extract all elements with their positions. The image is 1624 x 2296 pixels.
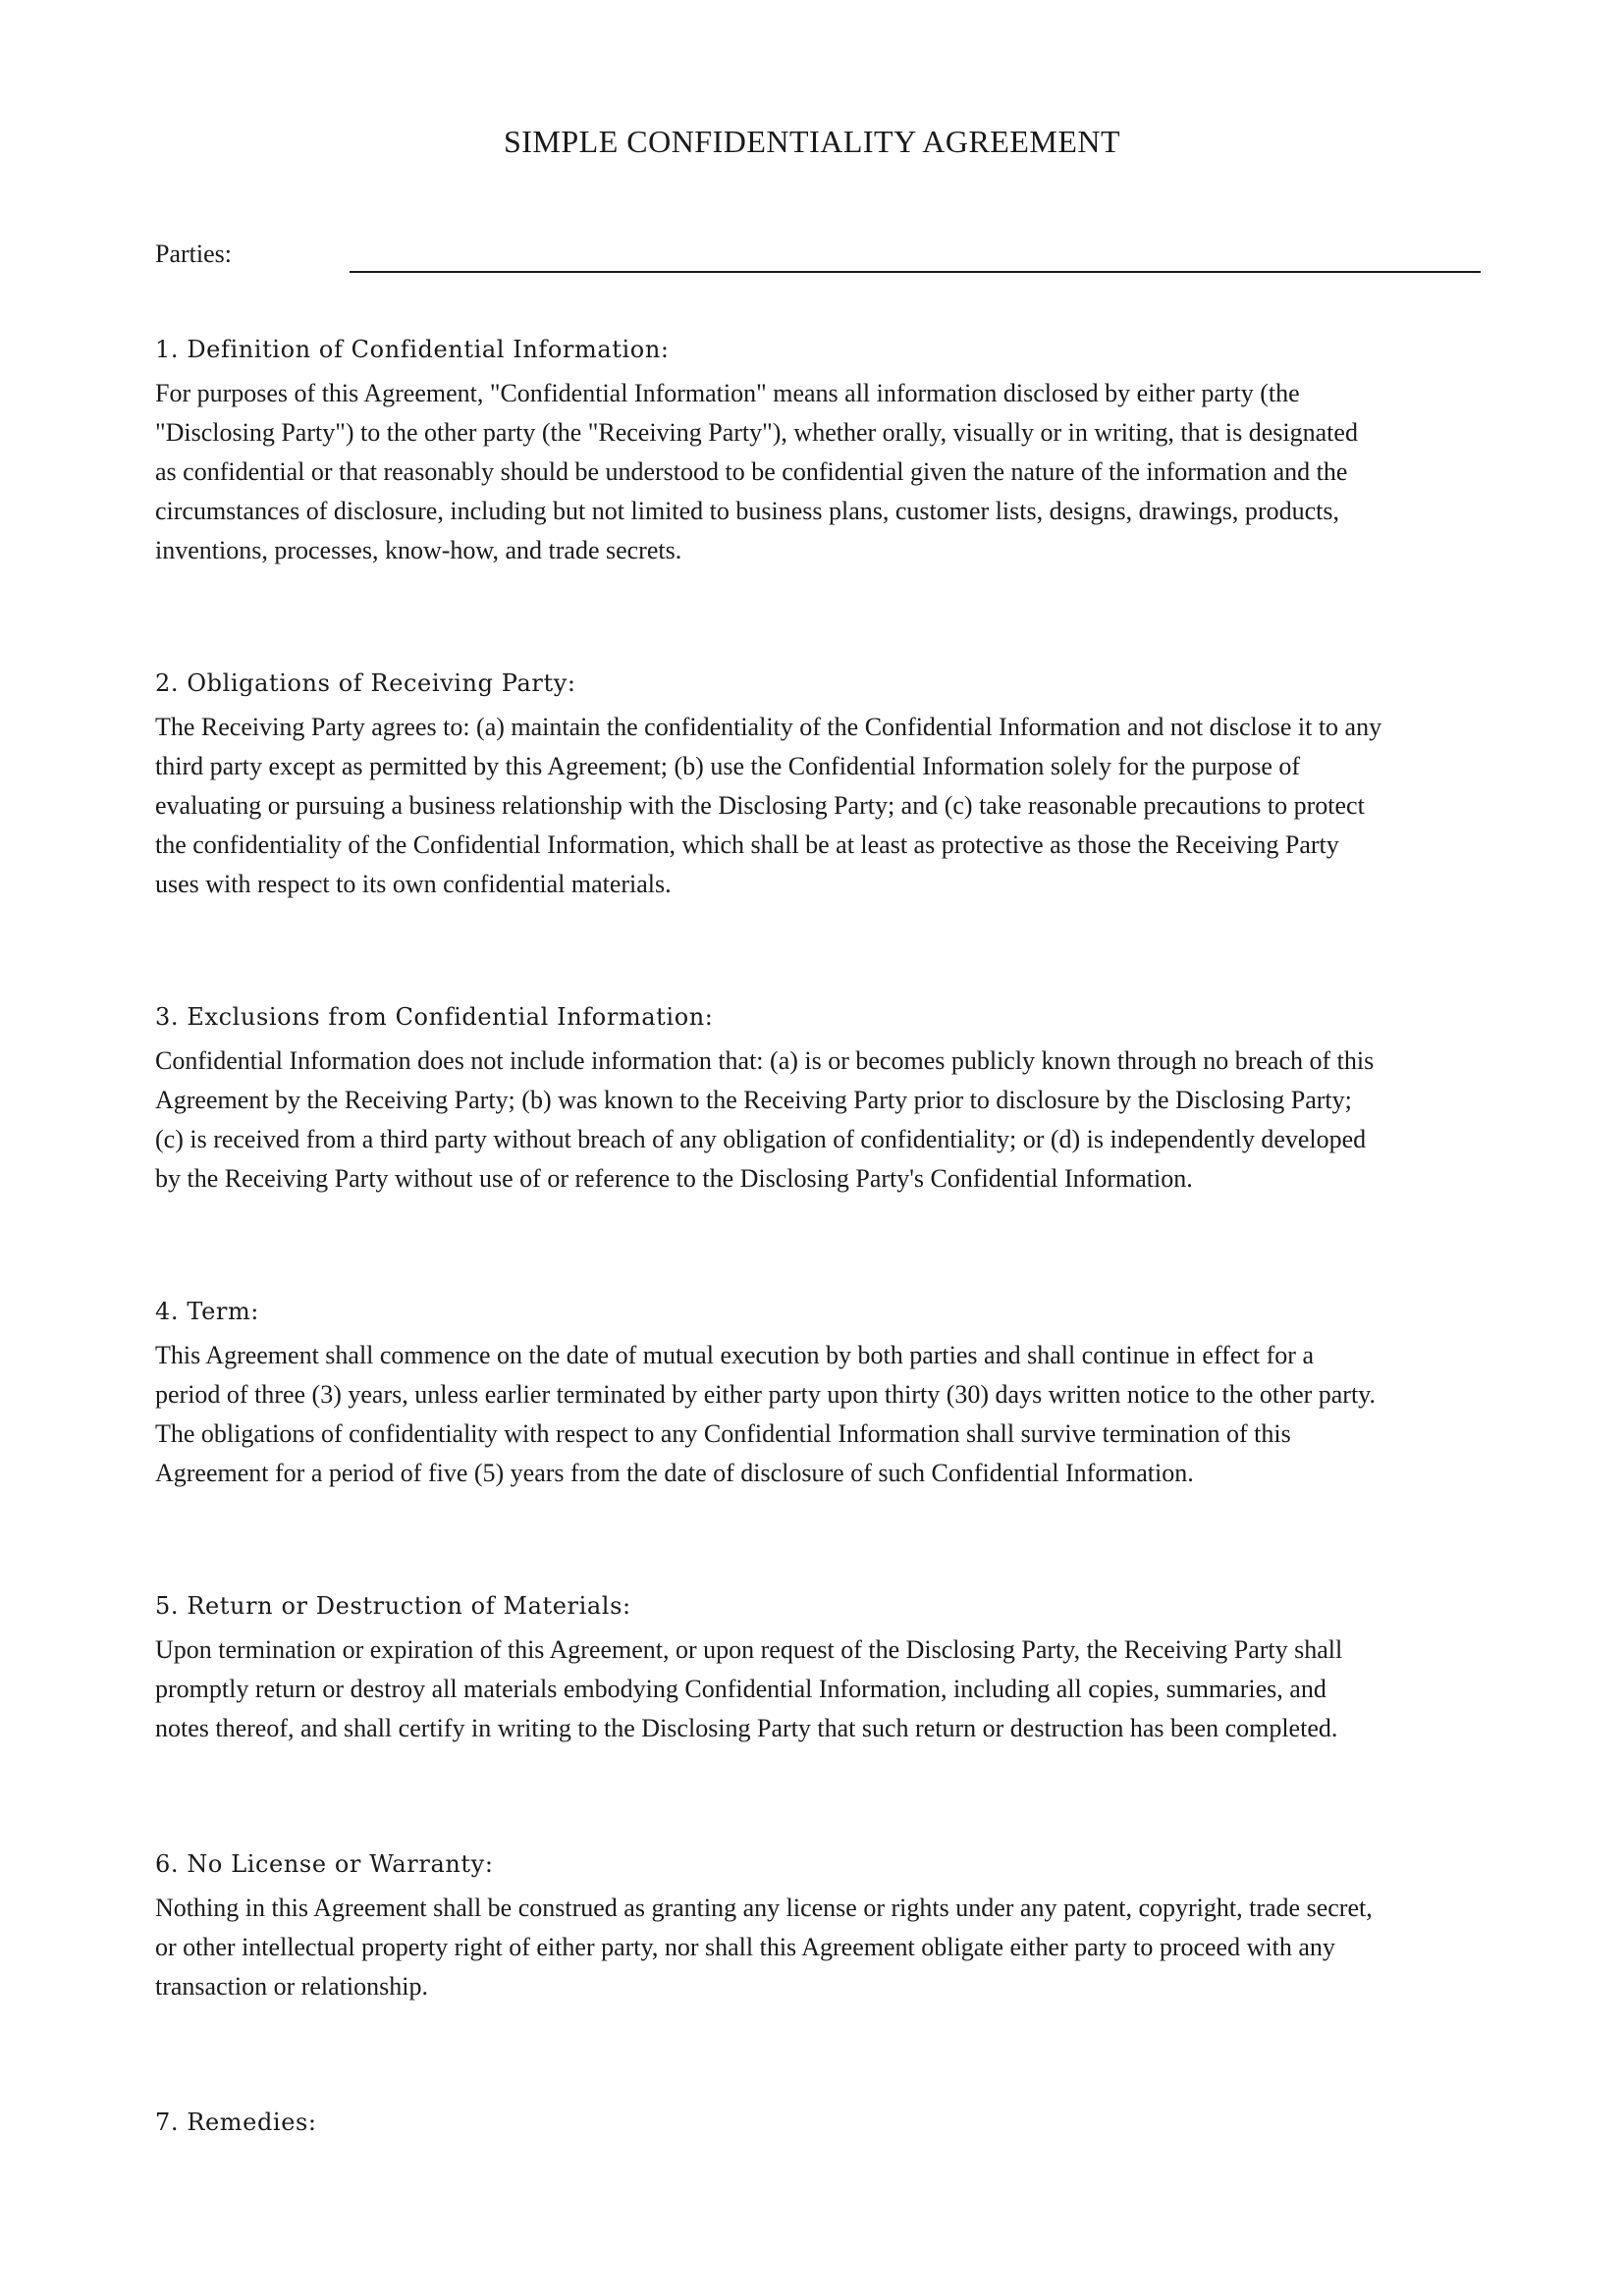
text-line: uses with respect to its own confidential materials. bbox=[155, 870, 672, 898]
text-line: Agreement by the Receiving Party; (b) was known to the Receiving Party prior to disclosure by the Disclosing Party; bbox=[155, 1086, 1352, 1114]
text-line: For purposes of this Agreement, "Confidential Information" means all information disclosed by either party (the bbox=[155, 379, 1300, 407]
section-heading: 2. Obligations of Receiving Party: bbox=[155, 669, 576, 697]
text-line: or other intellectual property right of either party, nor shall this Agreement obligate either party to proceed with any bbox=[155, 1933, 1335, 1961]
text-line: Nothing in this Agreement shall be construed as granting any license or rights under any patent, copyright, trade secret, bbox=[155, 1894, 1373, 1922]
text-line: Upon termination or expiration of this Agreement, or upon request of the Disclosing Party, the Receiving Party shall bbox=[155, 1635, 1343, 1664]
section-heading: 6. No License or Warranty: bbox=[155, 1850, 494, 1878]
section-no-license bbox=[155, 1849, 1483, 2006]
text-line: inventions, processes, know-how, and trade secrets. bbox=[155, 536, 682, 564]
parties-blank-line bbox=[350, 271, 1481, 273]
document-title: SIMPLE CONFIDENTIALITY AGREEMENT bbox=[503, 124, 1121, 159]
section-body bbox=[155, 1889, 1483, 2006]
text-line: evaluating or pursuing a business relationship with the Disclosing Party; and (c) take reasonable precautions to protect bbox=[155, 791, 1365, 820]
text-line: Confidential Information does not include information that: (a) is or becomes publicly known through no breach of this bbox=[155, 1046, 1375, 1075]
section-body bbox=[155, 1336, 1483, 1493]
text-line: "Disclosing Party") to the other party (the "Receiving Party"), whether orally, visually or in writing, that is designated bbox=[155, 418, 1358, 447]
text-line: by the Receiving Party without use of or reference to the Disclosing Party's Confidential Information. bbox=[155, 1164, 1193, 1193]
section-body bbox=[155, 708, 1483, 904]
parties-label: Parties: bbox=[155, 240, 232, 268]
section-exclusions bbox=[155, 1002, 1483, 1199]
text-line: period of three (3) years, unless earlier terminated by either party upon thirty (30) days written notice to the other party. bbox=[155, 1380, 1376, 1409]
section-term bbox=[155, 1297, 1483, 1493]
text-line: The obligations of confidentiality with respect to any Confidential Information shall survive termination of this bbox=[155, 1419, 1291, 1448]
section-heading: 4. Term: bbox=[155, 1298, 259, 1325]
text-line: third party except as permitted by this Agreement; (b) use the Confidential Information solely for the purpose of bbox=[155, 752, 1301, 780]
section-heading: 7. Remedies: bbox=[155, 2109, 317, 2136]
text-line: (c) is received from a third party without breach of any obligation of confidentiality; or (d) is independently developed bbox=[155, 1125, 1367, 1153]
text-line: promptly return or destroy all materials embodying Confidential Information, including all copies, summaries, and bbox=[155, 1675, 1326, 1703]
text-line: The Receiving Party agrees to: (a) maintain the confidentiality of the Confidential Information and not disclose it to any bbox=[155, 713, 1382, 741]
section-heading: 1. Definition of Confidential Information: bbox=[155, 336, 670, 363]
section-body bbox=[155, 1630, 1483, 1748]
text-line: as confidential or that reasonably should be understood to be confidential given the nature of the information and the bbox=[155, 457, 1348, 486]
text-line: transaction or relationship. bbox=[155, 1972, 428, 2001]
text-line: Agreement for a period of five (5) years from the date of disclosure of such Confidential Information. bbox=[155, 1459, 1194, 1487]
text-line: notes thereof, and shall certify in writing to the Disclosing Party that such return or destruction has been completed. bbox=[155, 1714, 1338, 1742]
section-body bbox=[155, 1041, 1483, 1199]
section-heading: 5. Return or Destruction of Materials: bbox=[155, 1592, 631, 1620]
section-body bbox=[155, 374, 1483, 570]
section-remedies bbox=[155, 2108, 1483, 2137]
text-line: the confidentiality of the Confidential Information, which shall be at least as protective as those the Receiving Party bbox=[155, 830, 1339, 859]
section-obligations bbox=[155, 668, 1483, 904]
section-definition bbox=[155, 335, 1483, 570]
text-line: This Agreement shall commence on the date of mutual execution by both parties and shall continue in effect for a bbox=[155, 1341, 1314, 1369]
section-return-destruction bbox=[155, 1591, 1483, 1748]
text-line: circumstances of disclosure, including but not limited to business plans, customer lists, designs, drawings, products, bbox=[155, 497, 1339, 525]
section-heading: 3. Exclusions from Confidential Information: bbox=[155, 1003, 714, 1031]
